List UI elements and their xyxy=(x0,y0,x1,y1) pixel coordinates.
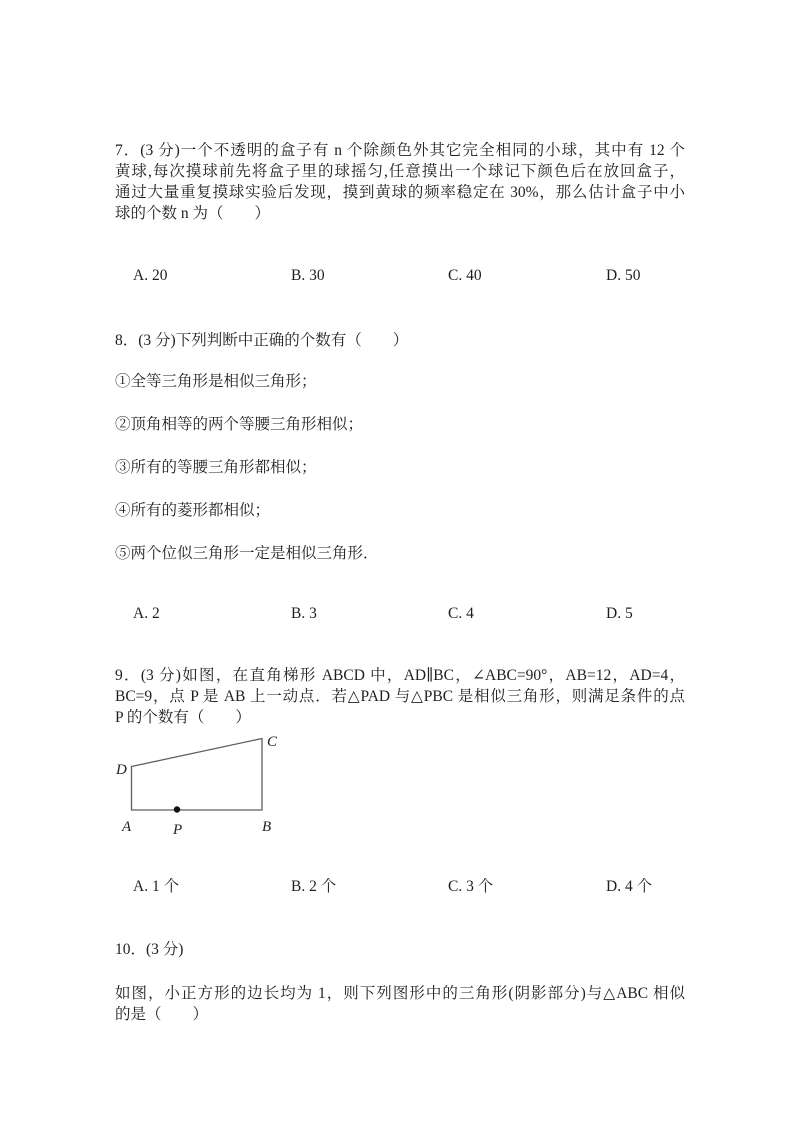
trapezoid-shape xyxy=(132,739,263,811)
question-7-text-line: 7．(3 分)一个不透明的盒子有 n 个除颜色外其它完全相同的小球，其中有 12 个 xyxy=(115,142,685,159)
q9-option-c: C. 3 个 xyxy=(448,878,494,895)
question-9-options-row xyxy=(115,876,715,898)
q7-option-b: B. 30 xyxy=(291,267,325,284)
vertex-label-c: C xyxy=(267,734,278,750)
vertex-label-a: A xyxy=(122,819,132,835)
q9-option-d: D. 4 个 xyxy=(606,878,653,895)
question-7-options-row xyxy=(115,265,715,287)
q8-option-b: B. 3 xyxy=(291,605,317,622)
q7-option-d: D. 50 xyxy=(606,267,641,284)
question-10-text-line: 的是（ ） xyxy=(115,1006,209,1023)
question-10-number: 10．(3 分) xyxy=(115,941,184,958)
question-7-text-line: 球的个数 n 为（ ） xyxy=(115,205,271,222)
q9-option-b: B. 2 个 xyxy=(291,878,337,895)
question-8-options-row xyxy=(115,603,715,625)
q8-option-c: C. 4 xyxy=(448,605,474,622)
q8-option-a: A. 2 xyxy=(133,605,160,622)
statement-item-5: ⑤两个位似三角形一定是相似三角形． xyxy=(115,545,379,562)
statement-item-1: ①全等三角形是相似三角形； xyxy=(115,373,317,390)
q9-option-a: A. 1 个 xyxy=(133,878,180,895)
question-8-statements xyxy=(115,371,685,586)
statement-item-4: ④所有的菱形都相似； xyxy=(115,502,271,519)
question-10-text-line: 如图，小正方形的边长均为 1，则下列图形中的三角形(阴影部分)与△ABC 相似 xyxy=(115,985,685,1002)
question-9-text-line: BC=9，点 P 是 AB 上一动点．若△PAD 与△PBC 是相似三角形，则满足条件的点 xyxy=(115,688,685,705)
question-10 xyxy=(115,983,685,1025)
question-7 xyxy=(115,140,685,224)
question-8-text-line: 8．(3 分)下列判断中正确的个数有（ ） xyxy=(115,332,409,349)
q7-option-c: C. 40 xyxy=(448,267,482,284)
statement-item-2: ②顶角相等的两个等腰三角形相似； xyxy=(115,416,364,433)
question-7-text-line: 通过大量重复摸球实验后发现，摸到黄球的频率稳定在 30%，那么估计盒子中小 xyxy=(115,184,685,201)
vertex-label-b: B xyxy=(262,819,272,835)
question-9-text-line: 9．(3 分)如图，在直角梯形 ABCD 中，AD∥BC，∠ABC=90°，AB=12，AD=4， xyxy=(115,667,685,684)
question-7-text-line: 黄球,每次摸球前先将盒子里的球摇匀,任意摸出一个球记下颜色后在放回盒子， xyxy=(115,163,685,180)
question-10-heading xyxy=(115,939,685,960)
trapezoid-diagram xyxy=(110,718,290,838)
point-p-dot xyxy=(174,806,180,812)
vertex-label-d: D xyxy=(116,762,127,778)
question-8-heading xyxy=(115,330,685,351)
question-9-text-line: P 的个数有（ ） xyxy=(115,709,251,726)
q8-option-d: D. 5 xyxy=(606,605,633,622)
statement-item-3: ③所有的等腰三角形都相似； xyxy=(115,459,317,476)
point-label-p: P xyxy=(173,822,183,838)
q7-option-a: A. 20 xyxy=(133,267,168,284)
q9-trapezoid-figure xyxy=(110,718,290,838)
